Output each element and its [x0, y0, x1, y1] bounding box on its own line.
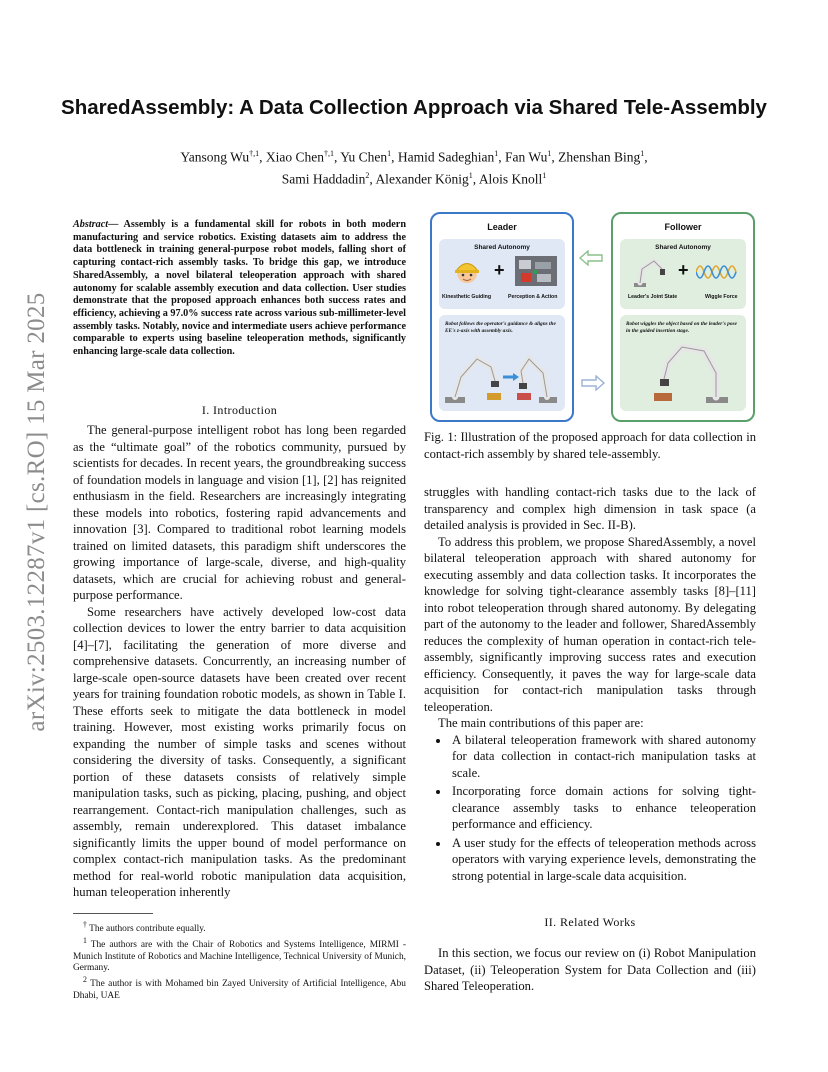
plus-icon: +	[494, 260, 505, 280]
arxiv-identifier-text: arXiv:2503.12287v1 [cs.RO] 15 Mar 2025	[23, 292, 50, 732]
author-line-1: Yansong $Wu^{\dagger,1}$, Xiao Chen$^{\dagger,1}$, Yu Chen$^1$, Hamid Sadeghian$^1$, Fan Wu$^1$, Zhenshan Bing$^1$,	[180, 149, 648, 165]
leader-robot-arms-image	[443, 337, 561, 407]
wiggle-force-label: Wiggle Force	[705, 294, 738, 300]
right-column-body	[424, 484, 756, 886]
abstract-text: — Assembly is a fundamental skill for robots in both modern manufacturing and service robotics. Existing datasets aim to address the data bottleneck in training general-purpose robot models, falling short of capturing contact-rich assembly tasks. To bridge this gap, we introduce SharedAssembly, a novel bilateral teleoperation approach with shared autonomy for scalable assembly execution and data collection. User studies demonstrate that the proposed approach enhances both success rates and efficiency, achieving a 97.0% success rate across various sub-millimeter-level assembly tasks. Notably, novice and intermediate users achieve performance comparable to experts using baseline teleoperation methods, significantly enhancing large-scale data collection.	[73, 219, 406, 358]
author-name: Sami Haddadin	[281, 171, 366, 186]
figure-1-caption: Fig. 1: Illustration of the proposed approach for data collection in contact-rich assembly by shared tele-assembly.	[424, 430, 756, 461]
follower-description-box	[620, 315, 746, 411]
arxiv-identifier	[14, 262, 60, 762]
author-name: Yansong Wu	[180, 149, 250, 165]
footnote-mark: †	[83, 920, 87, 929]
author-affiliation-mark: 1	[542, 170, 547, 180]
kinesthetic-guiding-label: Kinesthetic Guiding	[442, 294, 491, 300]
author-name: Xiao Chen	[265, 149, 325, 165]
arrow-right-icon	[580, 375, 606, 391]
author-line-2: Sami Haddadin$^2$, Alexander König$^1$, Alois Knoll$^1$	[281, 170, 547, 186]
figure-1	[430, 212, 755, 420]
author-affiliation-mark: 2	[365, 170, 370, 180]
footnote	[73, 935, 406, 974]
leader-panel	[430, 212, 574, 422]
section-heading-introduction: I. Introduction	[201, 403, 278, 417]
operator-helmet-icon	[453, 256, 481, 286]
author-name: Fan Wu	[505, 149, 548, 165]
author-affiliation-mark: 1	[468, 170, 473, 180]
shared-autonomy-label: Shared Autonomy	[655, 244, 711, 251]
leader-title: Leader	[487, 222, 517, 232]
author-affiliation-mark: 1	[547, 149, 552, 158]
abstract-label: Abstract	[73, 219, 109, 230]
footnote-rule	[73, 913, 153, 914]
wiggle-wave-icon	[696, 259, 740, 285]
contributions-intro: The main contributions of this paper are:	[438, 716, 644, 730]
shared-autonomy-label: Shared Autonomy	[474, 244, 530, 251]
follower-robot-arm-image	[624, 337, 742, 407]
author-affiliation-mark: 1	[387, 149, 392, 158]
arrow-left-icon	[578, 250, 604, 266]
author-name: Hamid Sadeghian	[397, 149, 495, 165]
author-name: Yu Chen	[340, 149, 388, 165]
author-affiliation-mark: †,1	[324, 149, 335, 158]
paragraph: In this section, we focus our review on (i) Robot Manipulation Dataset, (ii) Teleoperation System for Data Collection and (iii) Shared Teleoperation.	[424, 946, 756, 993]
follower-description: Robot wiggles the object based on the leader's pose in the guided insertion stage.	[626, 321, 737, 334]
list-item: • A user study for the effects of teleoperation methods across operators with varying experience levels, demonstrating the strong potential in large-scale data acquisition.	[450, 835, 756, 885]
section-heading-related-works: II. Related Works	[544, 915, 636, 929]
leader-description-box	[439, 315, 565, 411]
leaders-joint-state-label: Leader's Joint State	[628, 294, 678, 300]
contributions-list	[424, 732, 756, 885]
author-list	[110, 145, 718, 188]
author-affiliation-mark: †,1	[249, 149, 260, 158]
footnote-mark: 2	[83, 975, 87, 985]
author-name: Alois Knoll	[478, 171, 543, 186]
author-affiliation-mark: 1	[494, 149, 499, 158]
author-name: Alexander König	[375, 171, 469, 186]
paragraph: The general-purpose intelligent robot has long been regarded as the “ultimate goal” of the robotics community, pursued by scientists for decades. In recent years, the groundbreaking success of foundation models in language and vision [1], [2] has reignited enthusiasm in the field. Researchers are increasingly integrating these models into robotics, fostering rapid advancements and innovation [3]. Compared to traditional robot learning models trained on limited datasets, this paradigm shift underscores the growing importance of large-scale, diverse, and high-quality datasets, which are crucial for achieving robust and general-purpose performance.	[73, 423, 406, 602]
camera-scene-image	[515, 256, 557, 286]
footnote-text: The author is with Mohamed bin Zayed University of Artificial Intelligence, Abu Dhabi, UAE	[73, 979, 406, 1001]
robot-arm-icon	[630, 255, 668, 289]
perception-action-label: Perception & Action	[508, 294, 558, 300]
footnote-text: The authors contribute equally.	[89, 924, 206, 935]
footnote-mark: 1	[83, 936, 87, 946]
footnote	[73, 974, 406, 1002]
paragraph: struggles with handling contact-rich tasks due to the lack of transparency and complex high dimension in task space (a detailed analysis is provided in Sec. II-B).	[424, 485, 756, 532]
footnote	[73, 919, 406, 935]
footnote-text: The authors are with the Chair of Robotics and Systems Intelligence, MIRMI - Munich Institute of Robotics and Machine Intelligence, Technical University of Munich, Germany.	[73, 940, 406, 974]
list-item: • A bilateral teleoperation framework with shared autonomy for data collection in contact-rich manipulation tasks at scale.	[450, 732, 756, 782]
leader-shared-autonomy-box	[439, 239, 565, 309]
related-works-body	[424, 945, 756, 995]
list-item: • Incorporating force domain actions for solving tight-clearance assembly tasks to enhance teleoperation performance and efficiency.	[450, 783, 756, 833]
footnotes	[73, 913, 406, 1002]
follower-title: Follower	[664, 222, 702, 232]
follower-panel	[611, 212, 755, 422]
leader-description: Robot follows the operator's guidance & aligns the EE's z-axis with assembly axis.	[445, 321, 556, 334]
abstract	[73, 219, 406, 359]
paragraph: Some researchers have actively developed low-cost data collection devices to lower the entry barrier to data acquisition [4]–[7], facilitating the generation of more diverse and comprehensive datasets. Concurrently, an increasing number of large-scale open-source datasets have been created over recent years for training foundation robotic models, as shown in Table I. These efforts seek to mitigate the data bottleneck in model training. However, most existing works primarily focus on expanding the number of simple tasks and scenes without considering the diversity of tasks. Consequently, a significant portion of these datasets consists of relatively simple manipulation tasks, such as picking, placing, pushing, and object rearrangement. Contact-rich manipulation challenges, such as assembly, remain underexplored. This dataset imbalance significantly limits the upper bound of model performance on complex contact-rich manipulation tasks. As the predominant method for real-world robotic manipulation data acquisition, human teleoperation inherently	[73, 604, 406, 899]
paper-title: SharedAssembly: A Data Collection Approach via Shared Tele-Assembly	[61, 96, 767, 119]
paragraph: To address this problem, we propose SharedAssembly, a novel bilateral teleoperation approach with shared autonomy for executing assembly and data collection tasks. It incorporates the knowledge for solving tight-clearance assembly tasks [8]–[11] into robot teleoperation through shared autonomy. By delegating part of the autonomy to the leader and follower, SharedAssembly reduces the complexity of human operation in contact-rich tele-assembly, significantly improving success rates and execution efficiency. Consequently, it paves the way for large-scale data acquisition for contact-rich manipulation tasks through teleoperation.	[424, 534, 756, 714]
author-affiliation-mark: 1	[640, 149, 645, 158]
plus-icon: +	[678, 260, 689, 280]
follower-shared-autonomy-box	[620, 239, 746, 309]
author-name: Zhenshan Bing	[558, 149, 641, 165]
introduction-body	[73, 422, 406, 901]
